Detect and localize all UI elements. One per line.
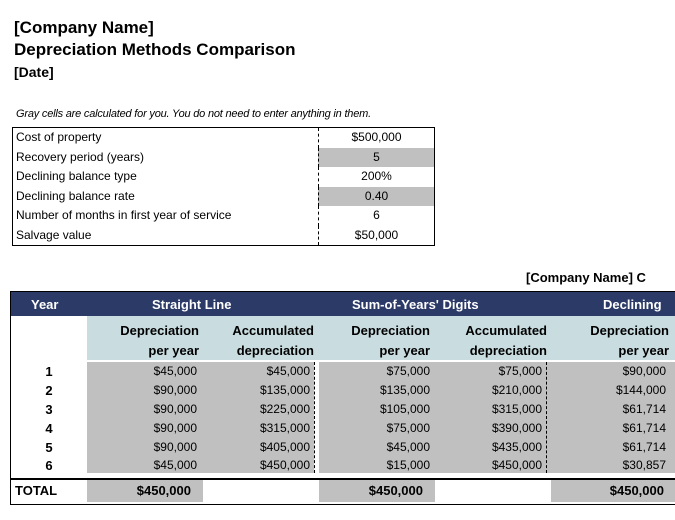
year-cell: 4 (45, 421, 53, 436)
input-label: Recovery period (years) (16, 149, 145, 164)
table-cell: $75,000 (386, 421, 430, 435)
column-divider (314, 362, 315, 473)
company-name-repeat: [Company Name] C (526, 270, 646, 285)
inputs-table (12, 127, 435, 246)
table-cell: $135,000 (379, 383, 430, 397)
table-cell: $225,000 (259, 402, 310, 416)
salvage-input[interactable]: $50,000 (318, 226, 434, 246)
table-cell: $45,000 (153, 458, 197, 472)
company-name: [Company Name] (14, 18, 154, 37)
input-row-db-rate (13, 187, 434, 207)
table-cell: $315,000 (491, 402, 542, 416)
year-header: Year (31, 297, 59, 312)
group-header-bar (11, 292, 675, 316)
syd-dep-header: Depreciation per year (351, 323, 430, 358)
recovery-period-value: 5 (318, 148, 434, 168)
group-syd: Sum-of-Years' Digits (352, 297, 479, 312)
table-cell: $90,000 (622, 364, 666, 378)
db-dep-header: Depreciation per year (590, 323, 669, 358)
total-db: $450,000 (609, 483, 664, 498)
table-cell: $45,000 (386, 440, 430, 454)
input-label: Salvage value (16, 227, 92, 242)
total-label: TOTAL (15, 483, 58, 498)
input-row-cost (13, 128, 434, 148)
table-cell: $30,857 (622, 458, 666, 472)
db-rate-value: 0.40 (318, 187, 434, 207)
input-row-salvage (13, 226, 434, 246)
instruction-note: Gray cells are calculated for you. You do not need to enter anything in them. (16, 108, 371, 120)
year-cell: 6 (45, 458, 53, 473)
table-cell: $435,000 (491, 440, 542, 454)
table-cell: $61,714 (622, 421, 666, 435)
gray-col (87, 362, 203, 473)
table-cell: $90,000 (153, 383, 197, 397)
year-cell: 3 (45, 402, 53, 417)
input-label: Declining balance type (16, 169, 137, 183)
db-type-input[interactable]: 200% (318, 167, 434, 187)
input-row-recovery (13, 148, 434, 168)
input-label: Number of months in first year of service (16, 208, 232, 222)
date-label: [Date] (14, 64, 54, 80)
table-cell: $15,000 (386, 458, 430, 472)
table-cell: $45,000 (266, 364, 310, 378)
cost-input[interactable]: $500,000 (318, 128, 434, 148)
table-cell: $450,000 (259, 458, 310, 472)
gray-col (435, 362, 551, 473)
input-label: Declining balance rate (16, 188, 135, 203)
group-declining: Declining (603, 297, 662, 312)
table-cell: $75,000 (386, 364, 430, 378)
months-input[interactable]: 6 (318, 206, 434, 226)
table-cell: $90,000 (153, 440, 197, 454)
table-cell: $105,000 (379, 402, 430, 416)
table-cell: $144,000 (615, 383, 666, 397)
input-row-db-type (13, 167, 434, 187)
page-title: Depreciation Methods Comparison (14, 40, 296, 59)
total-syd: $450,000 (368, 483, 423, 498)
table-cell: $90,000 (153, 402, 197, 416)
table-cell: $450,000 (491, 458, 542, 472)
table-cell: $45,000 (153, 364, 197, 378)
table-cell: $90,000 (153, 421, 197, 435)
table-cell: $210,000 (491, 383, 542, 397)
gray-col (551, 362, 675, 473)
table-cell: $405,000 (259, 440, 310, 454)
table-cell: $61,714 (622, 440, 666, 454)
group-straight-line: Straight Line (152, 297, 232, 312)
syd-acc-header: Accumulated depreciation (465, 323, 547, 358)
gray-col (203, 362, 314, 473)
table-cell: $135,000 (259, 383, 310, 397)
year-cell: 1 (45, 364, 53, 379)
sl-acc-header: Accumulated depreciation (232, 323, 314, 358)
table-cell: $315,000 (259, 421, 310, 435)
table-cell: $61,714 (622, 402, 666, 416)
column-divider (546, 362, 547, 473)
table-cell: $390,000 (491, 421, 542, 435)
input-row-months (13, 206, 434, 226)
year-cell: 2 (45, 383, 53, 398)
year-cell: 5 (45, 440, 53, 455)
gray-col (319, 362, 435, 473)
input-label: Cost of property (16, 130, 102, 144)
sl-dep-header: Depreciation per year (120, 323, 199, 358)
table-cell: $75,000 (498, 364, 542, 378)
depreciation-table (10, 291, 675, 505)
total-sl: $450,000 (136, 483, 191, 498)
